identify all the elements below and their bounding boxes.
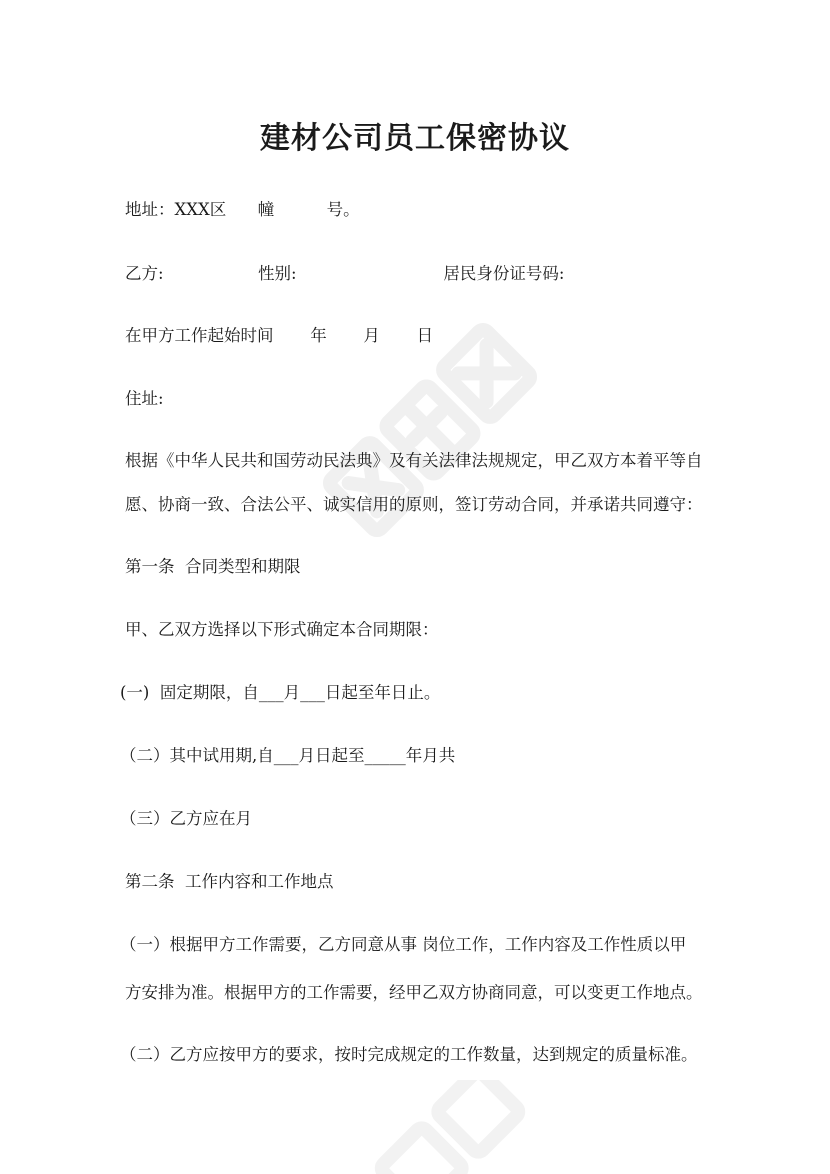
term-selection-line: 甲、乙双方选择以下形式确定本合同期限： [125,620,439,639]
fixed-term-clause: (一) 固定期限，自___月___日起至年日止。 [120,683,441,702]
work-content-line-2: 方安排为准。根据甲方的工作需要，经甲乙双方协商同意，可以变更工作地点。 [125,983,703,1002]
probation-clause: （二）其中试用期,自___月日起至_____年月共 [120,746,456,765]
article-2-heading: 第二条 工作内容和工作地点 [125,872,334,891]
document-title: 建材公司员工保密协议 [260,121,570,156]
party-b-info-line: 乙方: 性别: 居民身份证号码: [125,264,565,283]
start-date-line: 在甲方工作起始时间 年 月 日 [125,326,434,345]
work-content-line-1: （一）根据甲方工作需要，乙方同意从事 岗位工作，工作内容及工作性质以甲 [120,935,687,954]
report-clause: （三）乙方应在月 [120,809,252,828]
article-1-heading: 第一条 合同类型和期限 [125,557,301,576]
preamble-line-1: 根据《中华人民共和国劳动民法典》及有关法律法规规定，甲乙双方本着平等自 [125,451,703,470]
address-line: 地址：XXX区 幢 号。 [125,200,360,219]
watermark-fragment-icon [320,1080,580,1174]
work-quality-clause: （二）乙方应按甲方的要求，按时完成规定的工作数量，达到规定的质量标准。 [120,1045,698,1064]
preamble-line-2: 愿、协商一致、合法公平、诚实信用的原则，签订劳动合同，并承诺共同遵守： [125,495,703,514]
residence-line: 住址: [125,389,164,408]
